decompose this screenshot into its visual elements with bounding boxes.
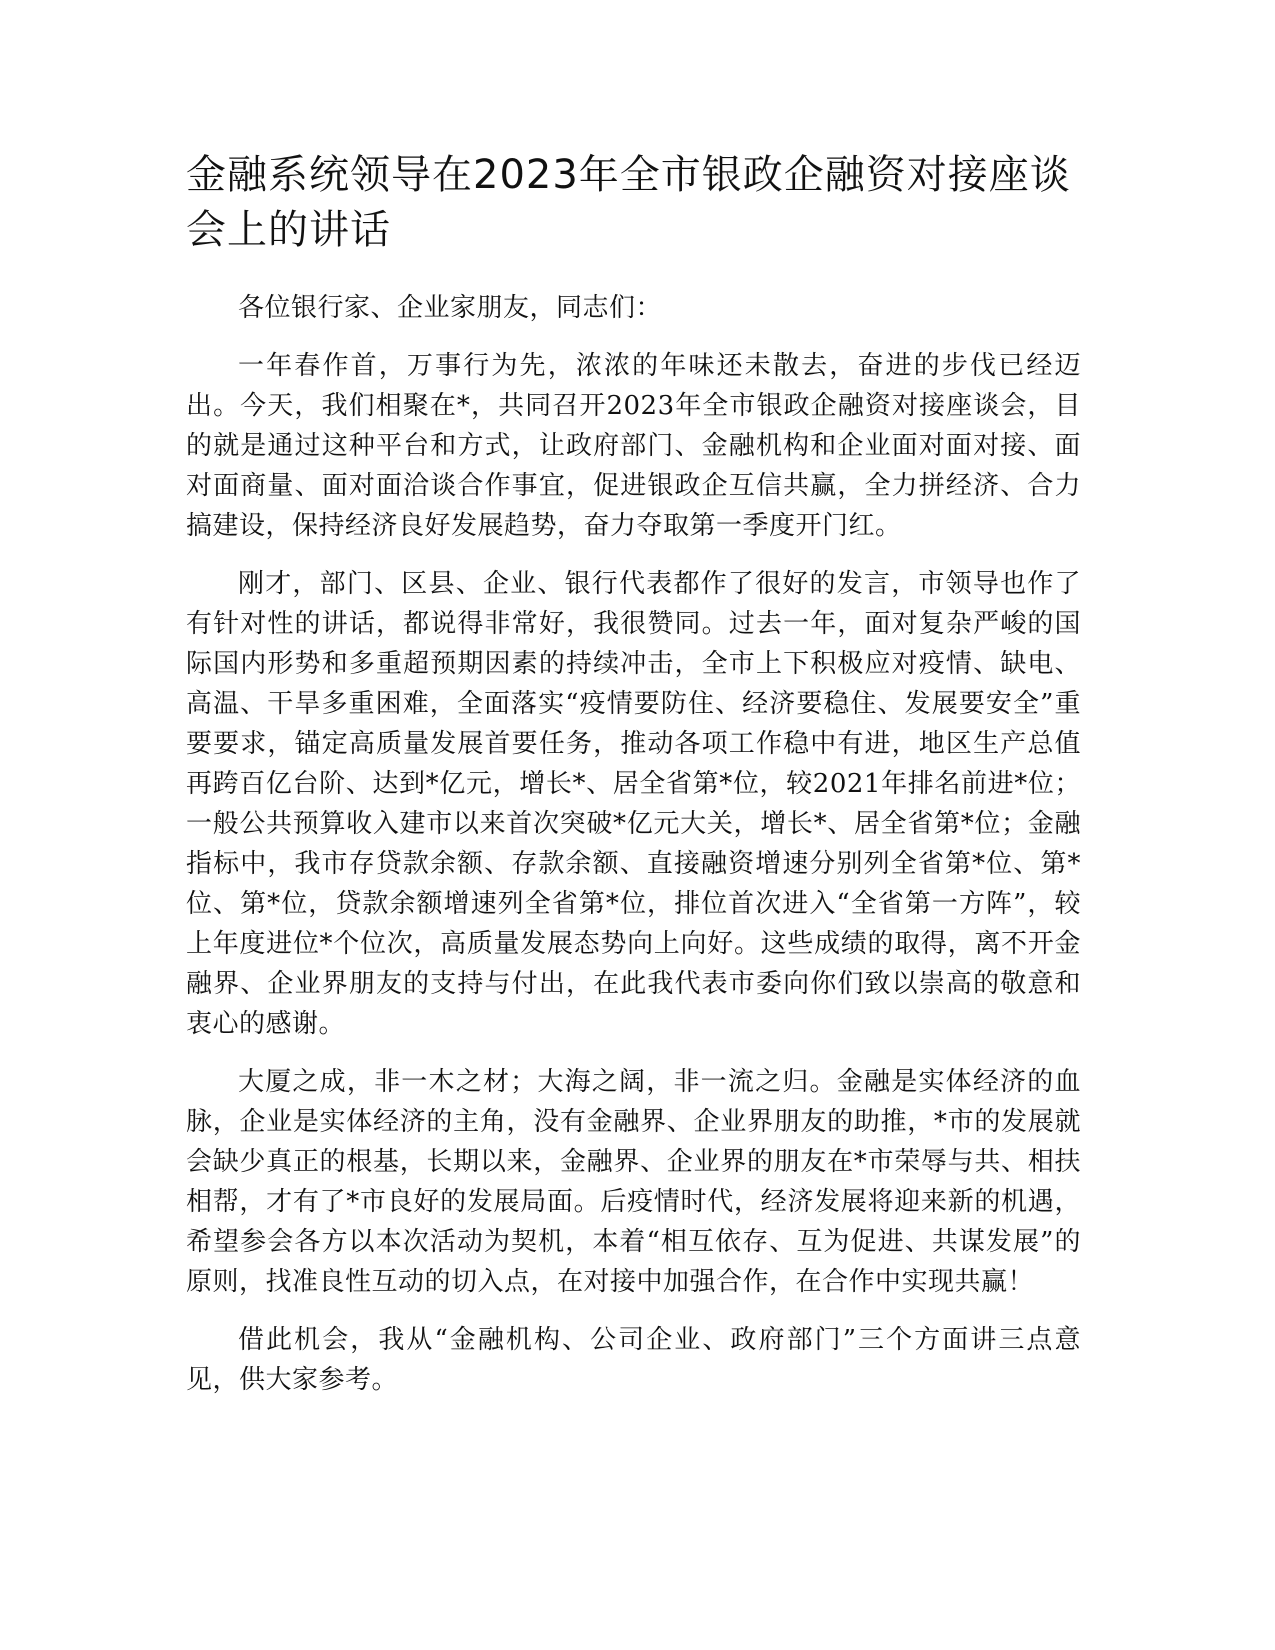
body-paragraph-4: 借此机会，我从“金融机构、公司企业、政府部门”三个方面讲三点意见，供大家参考。 bbox=[186, 1325, 1081, 1395]
body-paragraph-1: 一年春作首，万事行为先，浓浓的年味还未散去，奋进的步伐已经迈出。今天，我们相聚在*，共同召开2023年全市银政企融资对接座谈会，目的就是通过这种平台和方式，让政府部门、金融机构和企业面对面对接、面对面商量、面对面洽谈合作事宜，促进银政企互信共赢，全力拼经济、合力搞建设，保持经济良好发展趋势，奋力夺取第一季度开门红。 bbox=[186, 351, 1081, 541]
document-page bbox=[186, 148, 1081, 1418]
document-title: 金融系统领导在2023年全市银政企融资对接座谈会上的讲话 bbox=[186, 152, 1071, 253]
salutation-paragraph: 各位银行家、企业家朋友，同志们： bbox=[238, 293, 663, 323]
body-paragraph-3: 大厦之成，非一木之材；大海之阔，非一流之归。金融是实体经济的血脉，企业是实体经济的主角，没有金融界、企业界朋友的助推，*市的发展就会缺少真正的根基，长期以来，金融界、企业界的朋友在*市荣辱与共、相扶相帮，才有了*市良好的发展局面。后疫情时代，经济发展将迎来新的机遇，希望参会各方以本次活动为契机，本着“相互依存、互为促进、共谋发展”的原则，找准良性互动的切入点，在对接中加强合作，在合作中实现共赢！ bbox=[186, 1067, 1081, 1297]
body-paragraph-2: 刚才，部门、区县、企业、银行代表都作了很好的发言，市领导也作了有针对性的讲话，都说得非常好，我很赞同。过去一年，面对复杂严峻的国际国内形势和多重超预期因素的持续冲击，全市上下积极应对疫情、缺电、高温、干旱多重困难，全面落实“疫情要防住、经济要稳住、发展要安全”重要要求，锚定高质量发展首要任务，推动各项工作稳中有进，地区生产总值再跨百亿台阶、达到*亿元，增长*、居全省第*位，较2021年排名前进*位；一般公共预算收入建市以来首次突破*亿元大关，增长*、居全省第*位；金融指标中，我市存贷款余额、存款余额、直接融资增速分别列全省第*位、第*位、第*位，贷款余额增速列全省第*位，排位首次进入“全省第一方阵”，较上年度进位*个位次，高质量发展态势向上向好。这些成绩的取得，离不开金融界、企业界朋友的支持与付出，在此我代表市委向你们致以崇高的敬意和衷心的感谢。 bbox=[186, 569, 1081, 1039]
